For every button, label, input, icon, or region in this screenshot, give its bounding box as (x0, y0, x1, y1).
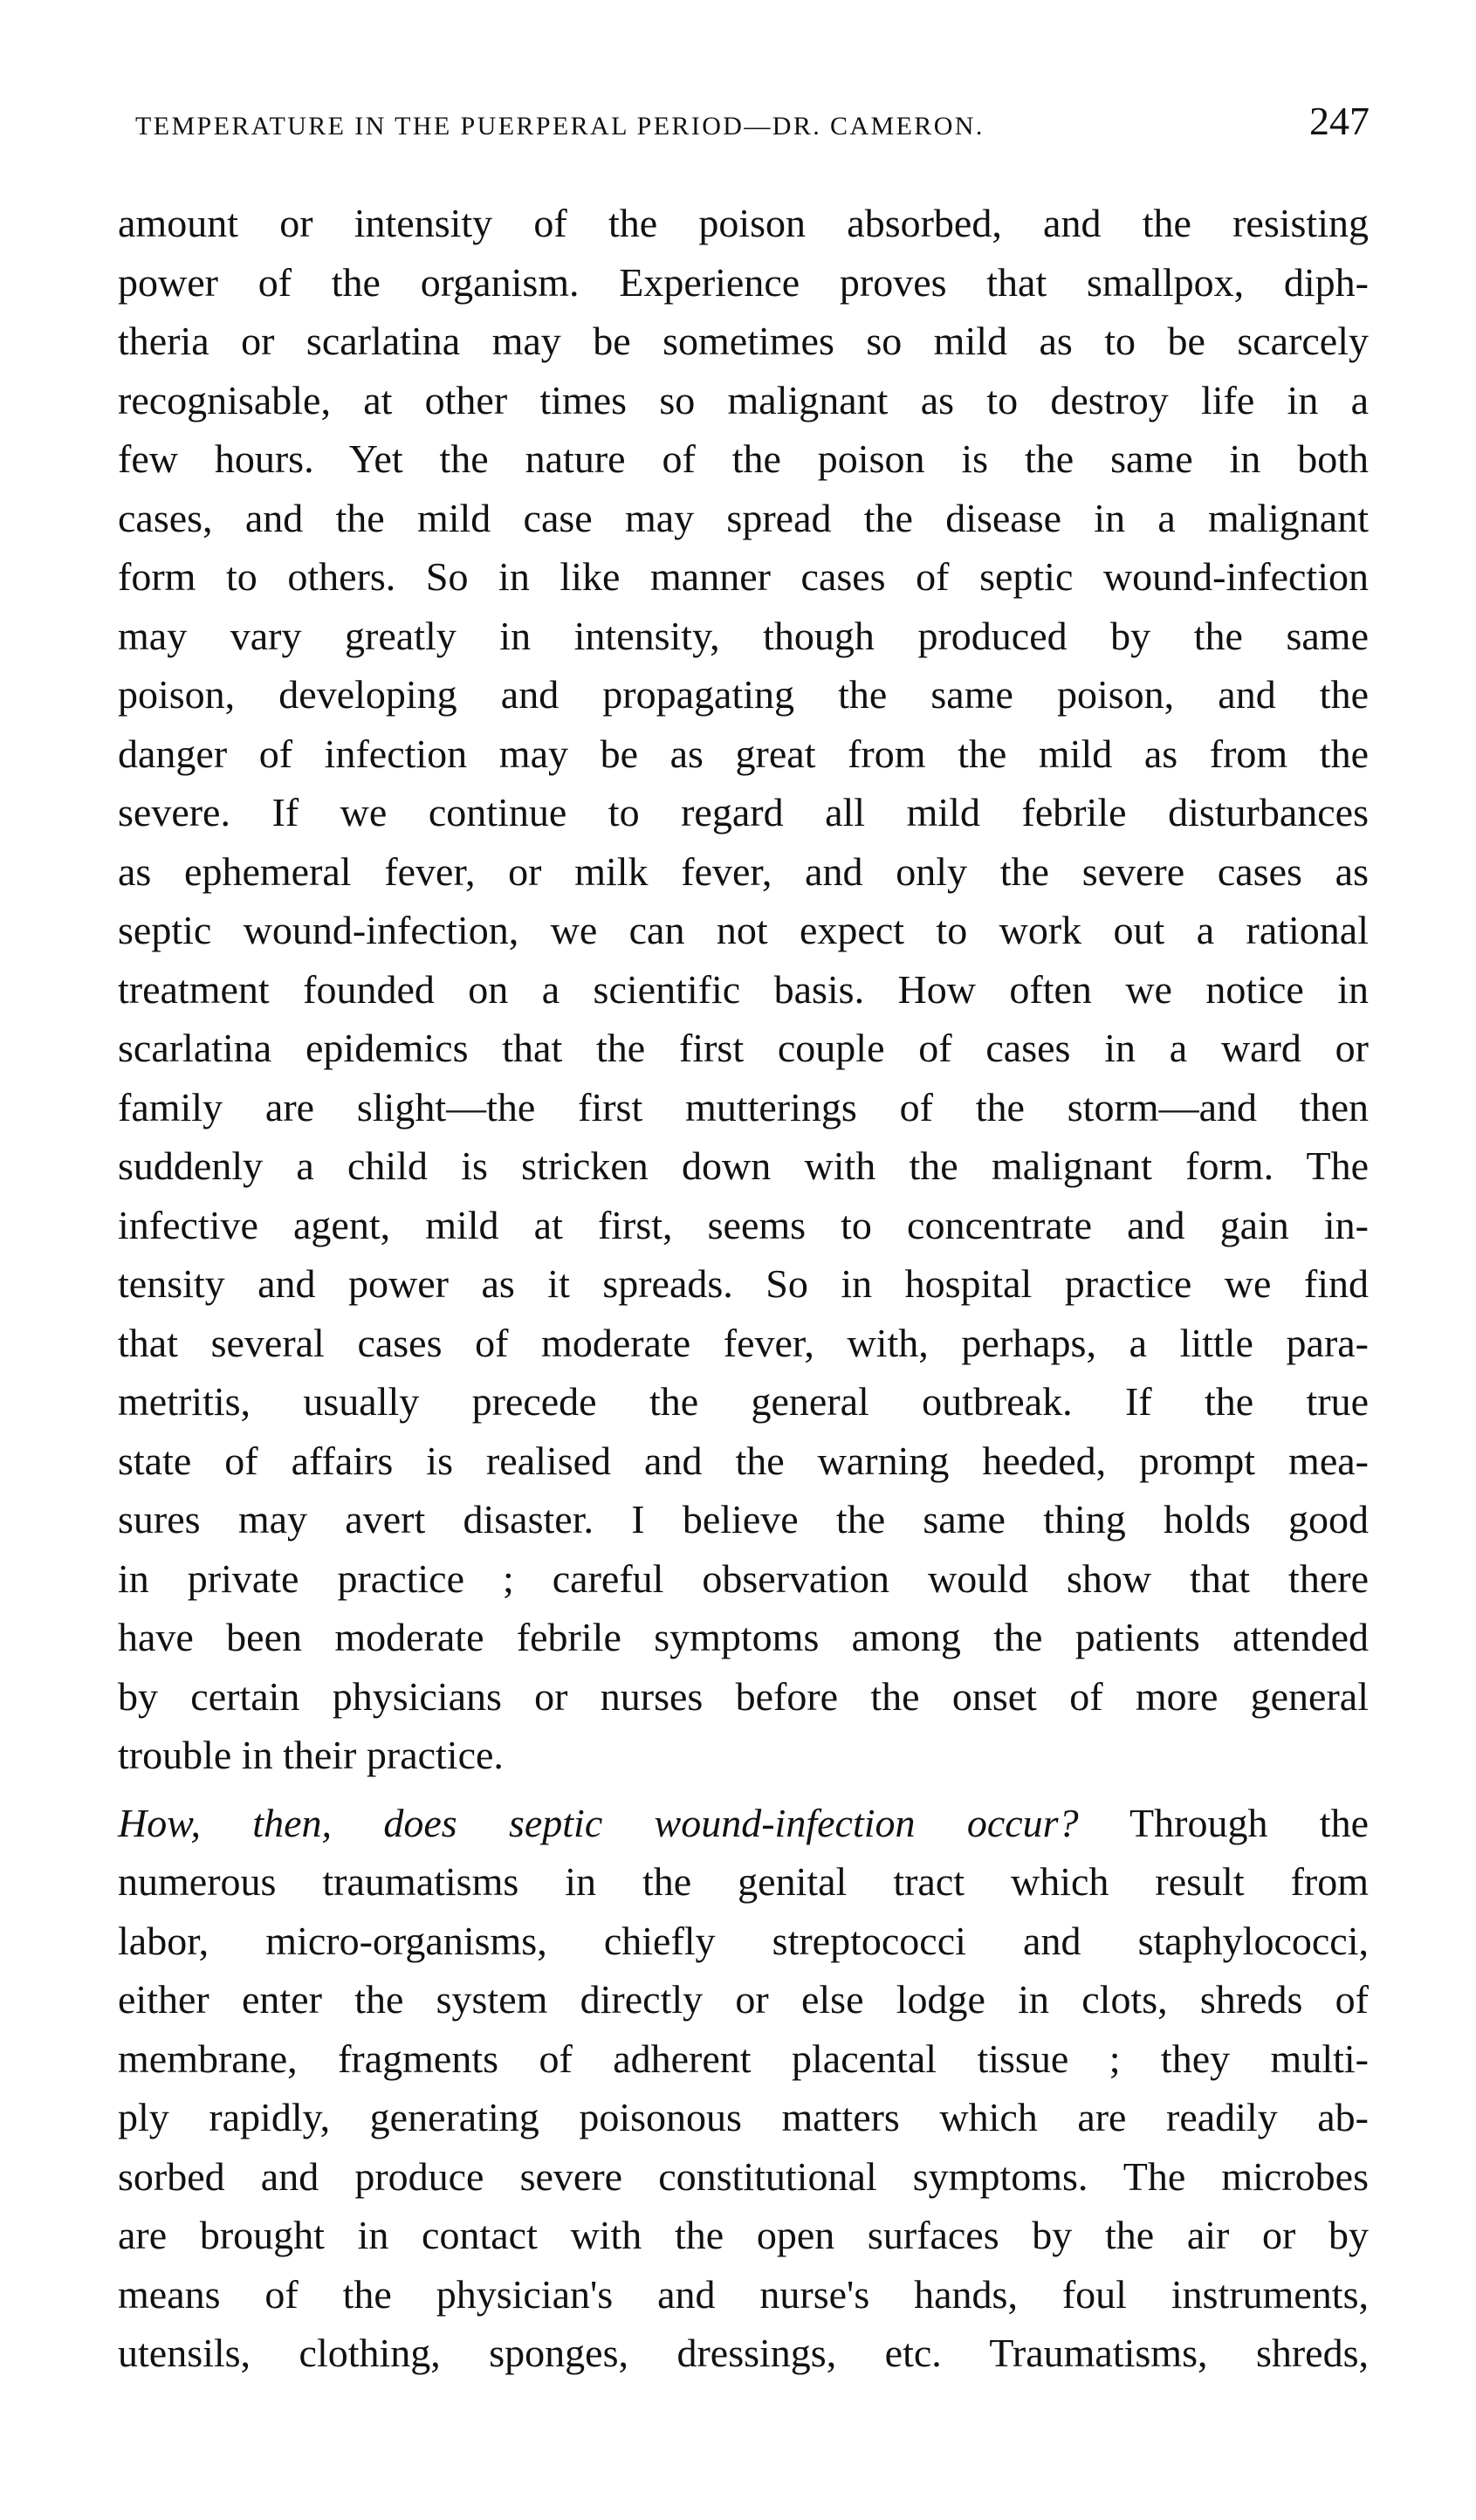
text-line: either enter the system directly or else lodge in clots, shreds of (118, 1977, 1369, 2022)
text-line (118, 1794, 1369, 1853)
text-line: suddenly a child is stricken down with the malignant form. The (118, 1143, 1369, 1188)
text-line: treatment founded on a scientific basis. How often we notice in (118, 966, 1369, 1012)
text-line: theria or scarlatina may be sometimes so mild as to be scarcely (118, 319, 1369, 363)
text-line: sorbed and produce severe constitutional symptoms. The microbes (118, 2153, 1369, 2199)
text-line: amount or intensity of the poison absorbed, and the resisting (118, 201, 1369, 245)
text-line: danger of infection may be as great from the mild as from the (118, 731, 1369, 776)
text-line: sures may avert disaster. I believe the same thing holds good (118, 1497, 1369, 1542)
text-line: poison, developing and propagating the same poison, and the (118, 672, 1369, 717)
text-line: family are slight—the first mutterings of the storm—and then (118, 1084, 1369, 1130)
text-line: recognisable, at other times so malignant as to destroy life in a (118, 377, 1369, 422)
page-header (135, 98, 1370, 150)
text-line: few hours. Yet the nature of the poison is the same in both (118, 436, 1369, 481)
text-line: have been moderate febrile symptoms among the patients attended (118, 1615, 1369, 1659)
text-line: may vary greatly in intensity, though produced by the same (118, 613, 1369, 658)
text-line: ply rapidly, generating poisonous matters which are readily ab- (118, 2095, 1369, 2139)
text-line: utensils, clothing, sponges, dressings, etc. Traumatisms, shreds, (118, 2331, 1369, 2375)
text-line: tensity and power as it spreads. So in hospital practice we find (118, 1261, 1369, 1306)
paragraph-2 (118, 1794, 1369, 2383)
text-line: as ephemeral fever, or milk fever, and only the severe cases as (118, 848, 1369, 894)
text-line: means of the physician's and nurse's hands, foul instruments, (118, 2271, 1369, 2317)
italic-question: How, then, does septic wound-infection occur? (118, 1800, 1079, 1845)
paragraph-gap (118, 1785, 1369, 1794)
text-line: infective agent, mild at first, seems to concentrate and gain in- (118, 1202, 1369, 1247)
text-line: trouble in their practice. (118, 1733, 504, 1777)
text-line: in private practice ; careful observation would show that there (118, 1555, 1369, 1601)
text-line: scarlatina epidemics that the first couple of cases in a ward or (118, 1026, 1369, 1070)
paragraph-1 (118, 194, 1369, 1785)
text-line: membrane, fragments of adherent placental tissue ; they multi- (118, 2036, 1369, 2081)
text-line: numerous traumatisms in the genital tract which result from (118, 1859, 1369, 1904)
text-line: power of the organism. Experience proves that smallpox, diph- (118, 259, 1369, 305)
text-line: cases, and the mild case may spread the disease in a malignant (118, 495, 1369, 540)
text-line: labor, micro-organisms, chiefly streptococci and staphylococci, (118, 1918, 1369, 1963)
text-line: severe. If we continue to regard all mild febrile disturbances (118, 790, 1369, 834)
text-line: by certain physicians or nurses before the onset of more general (118, 1673, 1369, 1719)
page-number: 247 (1309, 99, 1370, 143)
text-line: are brought in contact with the open surfaces by the air or by (118, 2213, 1369, 2257)
text-run: Through the (1078, 1800, 1369, 1845)
text-line: form to others. So in like manner cases of septic wound-infection (118, 554, 1369, 599)
text-line: septic wound-infection, we can not expect to work out a rational (118, 908, 1369, 952)
text-line: metritis, usually precede the general outbreak. If the true (118, 1379, 1369, 1424)
text-line: state of affairs is realised and the warning heeded, prompt mea- (118, 1438, 1369, 1483)
body-text (118, 194, 1369, 2383)
text-line: that several cases of moderate fever, with, perhaps, a little para- (118, 1320, 1369, 1365)
running-head: TEMPERATURE IN THE PUERPERAL PERIOD—DR. CAMERON. (135, 112, 985, 141)
